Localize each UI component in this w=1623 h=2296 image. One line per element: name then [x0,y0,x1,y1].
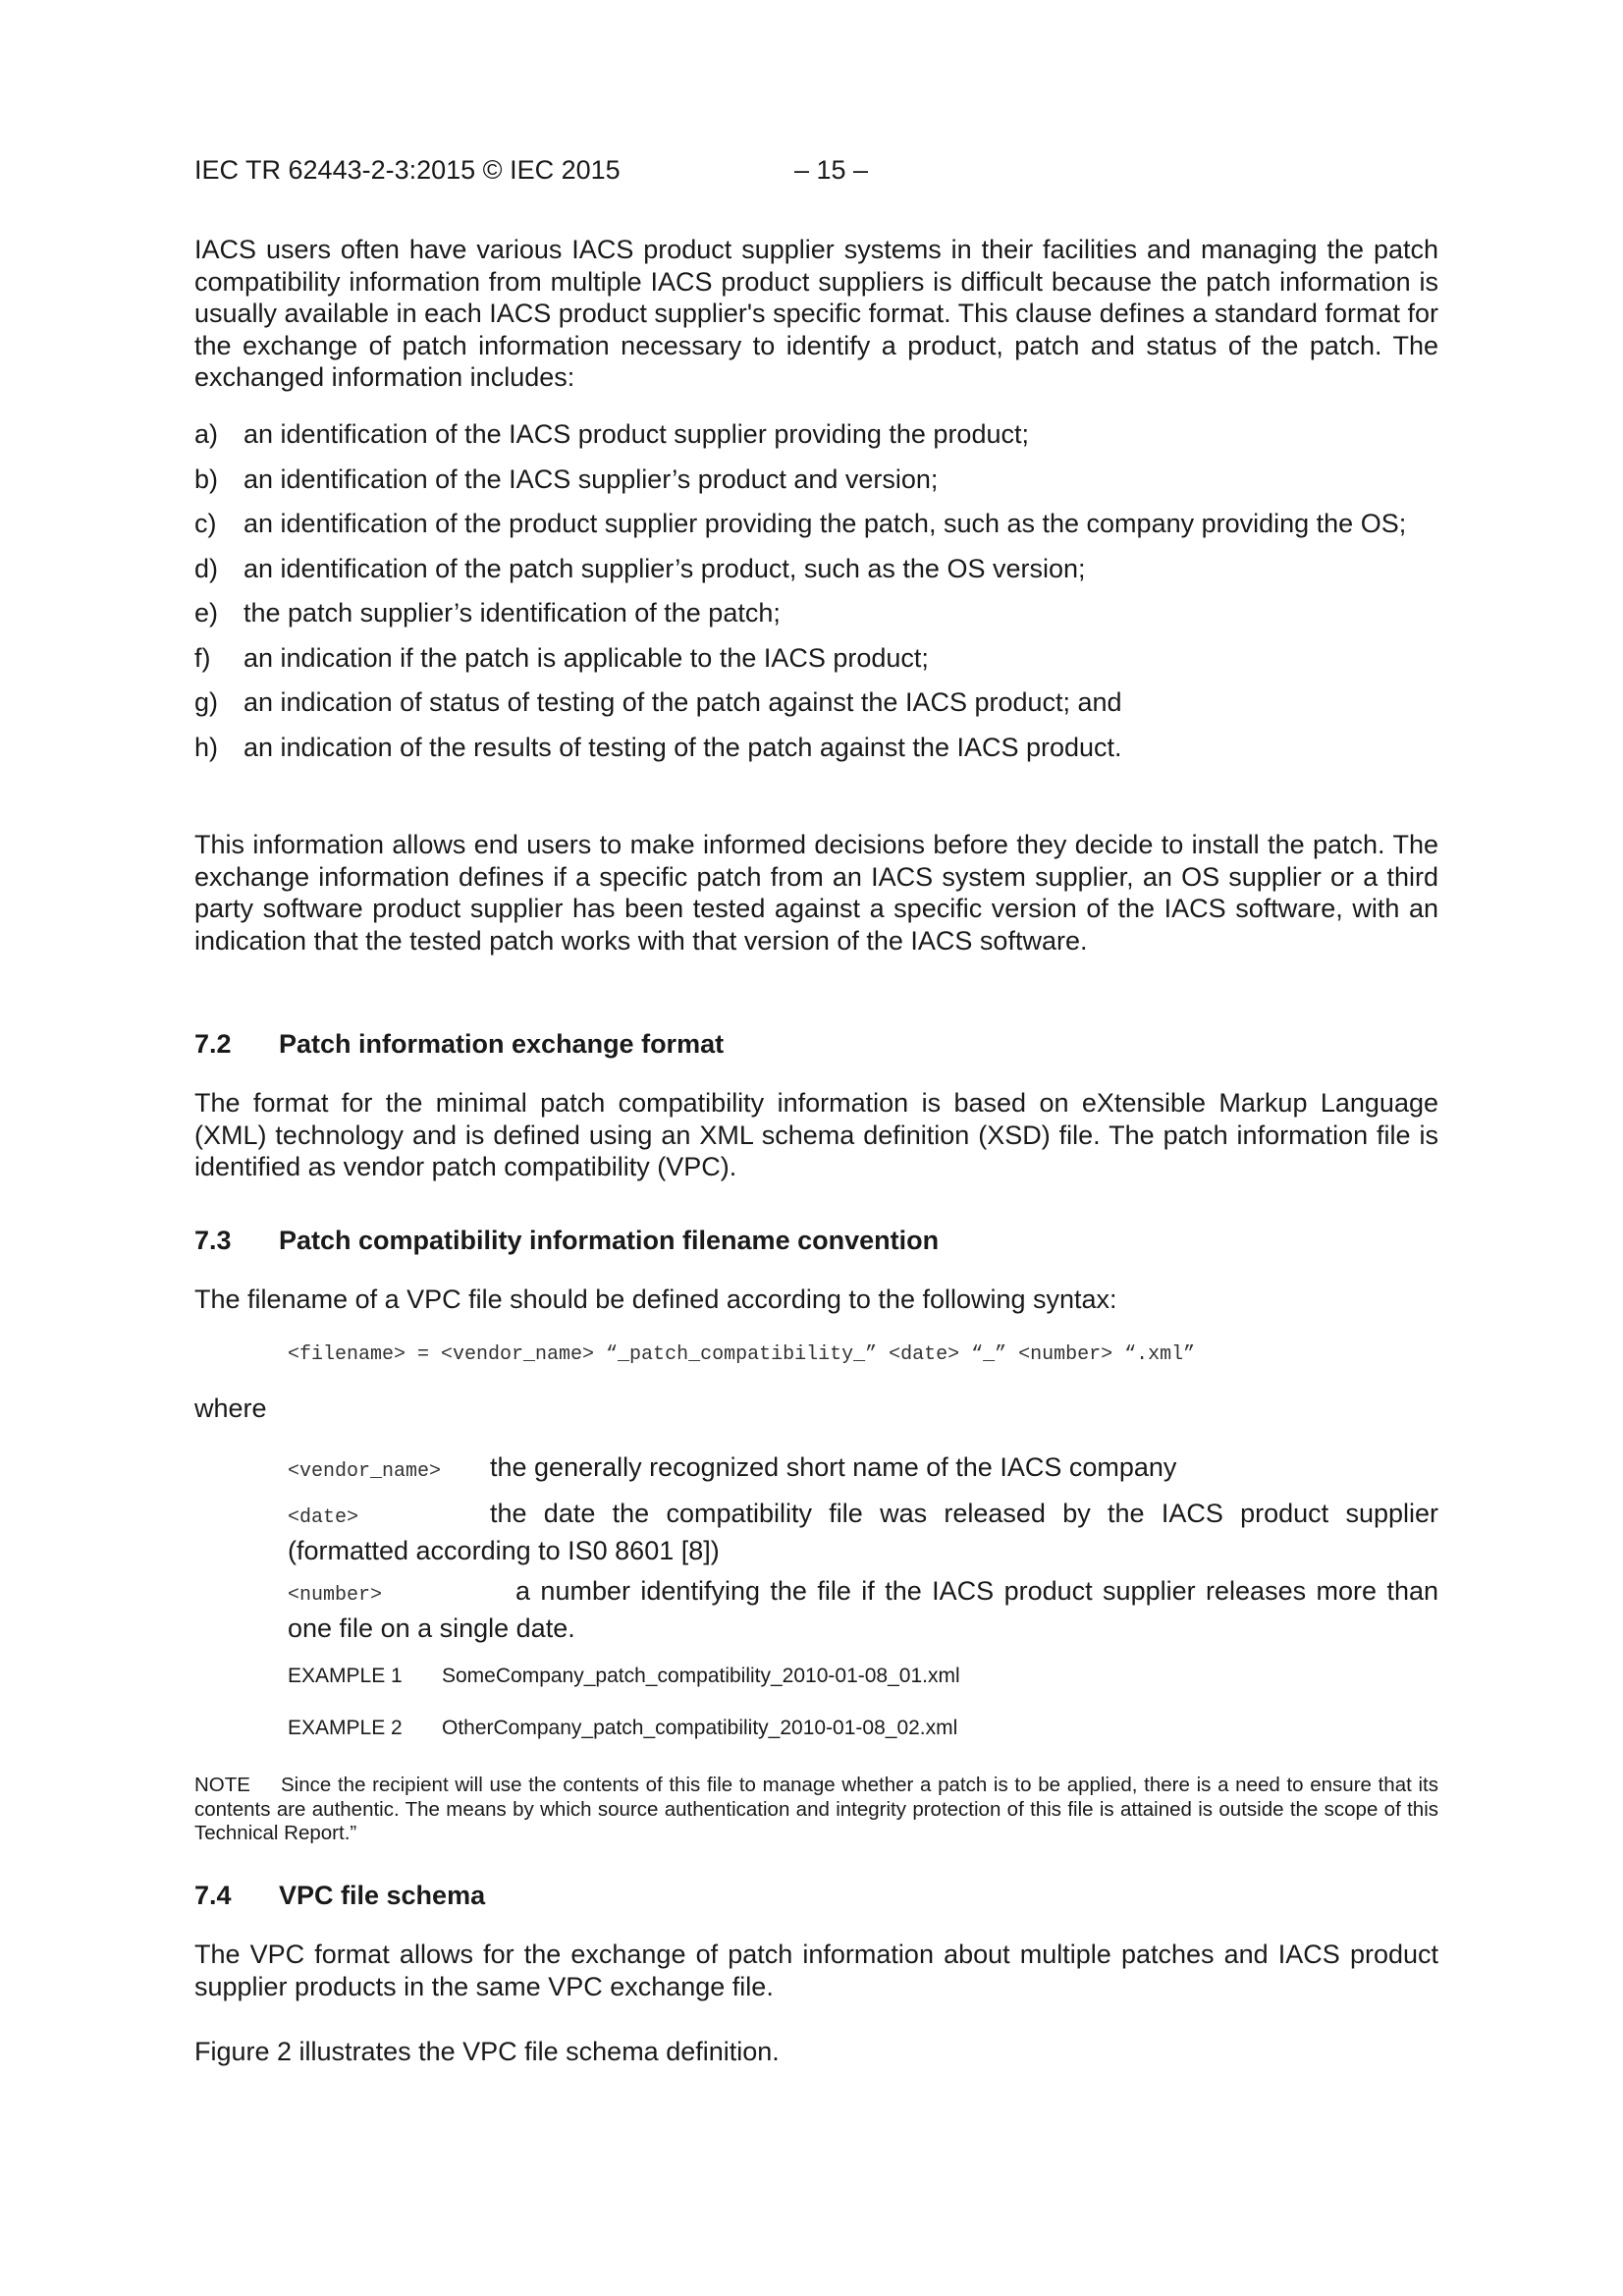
definition-term: <vendor_name> [288,1460,442,1483]
section-7-3-heading [194,1226,1438,1256]
list-item-text: an identification of the IACS supplier’s product and version; [243,464,939,494]
section-title: Patch information exchange format [279,1029,725,1059]
list-item-text: an identification of the product supplier providing the patch, such as the company providing the OS; [243,509,1407,538]
list-item-label: h) [194,732,219,762]
section-7-2-body [194,1087,1438,1183]
document-reference: IEC TR 62443-2-3:2015 © IEC 2015 [194,155,621,185]
list-item-label: a) [194,419,219,449]
note-text: Since the recipient will use the contents of this file to manage whether a patch is to be applied, there is a need to ensure that its contents are authentic. The means by which source authentication and integrity protection of this file is attained is outside the scope of this Technical Report.” [194,1774,1438,1844]
section-number: 7.3 [194,1226,232,1255]
after-list-paragraph: This information allows end users to make informed decisions before they decide to install the patch. The exchange information defines if a specific patch from an IACS system supplier, an OS supplier or a third party software product supplier has been tested against a specific version of the IACS software, with an indication that the tested patch works with that version of the IACS software. [194,830,1438,956]
list-item-label: c) [194,509,217,538]
example-label: EXAMPLE 2 [288,1717,403,1739]
note-label: NOTE [194,1774,250,1796]
figure-reference: Figure 2 illustrates the VPC file schema definition. [194,2037,780,2066]
list-item [194,418,1438,451]
list-item-text: an indication of the results of testing of the patch against the IACS product. [243,732,1122,762]
list-item-text: an indication of status of testing of the patch against the IACS product; and [243,687,1122,717]
section-title: VPC file schema [279,1881,486,1910]
definition-text: the date the compatibility file was released by the IACS product supplier (formatted according to IS0 8601 [8]) [288,1499,1438,1565]
section-7-2-heading [194,1029,1438,1060]
example-2 [288,1717,957,1740]
example-label: EXAMPLE 1 [288,1665,403,1687]
example-1 [288,1665,960,1688]
definition-vendor-name [288,1451,1438,1489]
list-item-label: d) [194,553,219,583]
list-item [194,642,1438,675]
list-item-text: an indication if the patch is applicable to the IACS product; [243,642,929,673]
list-item-text: an identification of the IACS product supplier providing the product; [243,419,1029,449]
section-paragraph: The filename of a VPC file should be defined according to the following syntax: [194,1285,1117,1314]
list-item-label: f) [194,642,211,673]
section-number: 7.2 [194,1029,232,1059]
definition-number [288,1575,1438,1644]
list-item-label: g) [194,687,219,717]
definition-term: <number> [288,1584,383,1607]
section-paragraph: The format for the minimal patch compatibility information is based on eXtensible Markup Language (XML) technology and is defined using an XML schema definition (XSD) file. The patch information file is identified as vendor patch compatibility (VPC). [194,1088,1438,1181]
list-item [194,732,1438,764]
running-header [194,155,869,186]
where-label: where [194,1394,267,1423]
list-item [194,464,1438,496]
section-heading [194,1881,1438,1911]
section-number: 7.4 [194,1881,232,1910]
intro-paragraph: IACS users often have various IACS product supplier systems in their facilities and managing the patch compatibility information from multiple IACS product suppliers is difficult because the patch information is usually available in each IACS product supplier's specific format. This clause defines a standard format for the exchange of patch information necessary to identify a product, patch and status of the patch. The exchanged information includes: [194,235,1438,392]
section-7-3-body [194,1284,1438,1316]
note-block [194,1774,1438,1846]
list-item-text: the patch supplier’s identification of the patch; [243,598,781,628]
list-item-text: an identification of the patch supplier’s product, such as the OS version; [243,553,1086,583]
example-text: SomeCompany_patch_compatibility_2010-01-08_01.xml [442,1665,960,1687]
section-heading [194,1029,1438,1060]
after-list-section [194,829,1438,957]
definition-text: a number identifying the file if the IACS product supplier releases more than one file on a single date. [288,1576,1438,1643]
list-item [194,553,1438,585]
info-list [194,418,1438,763]
definition-term: <date> [288,1506,359,1529]
section-7-4-heading [194,1881,1438,1911]
section-7-4-body [194,1939,1438,2002]
list-item [194,508,1438,540]
where-label-block [194,1393,1438,1425]
definition-text: the generally recognized short name of the IACS company [490,1452,1177,1482]
figure-reference-block [194,2036,1438,2068]
list-item [194,597,1438,629]
list-item-label: b) [194,464,219,494]
info-list-section [194,418,1438,776]
filename-syntax: <filename> = <vendor_name> “_patch_compatibility_” <date> “_” <number> “.xml” [288,1343,1196,1366]
definition-date [288,1498,1438,1566]
list-item-label: e) [194,598,219,628]
section-title: Patch compatibility information filename convention [279,1226,940,1255]
intro-section [194,234,1438,394]
page-number: – 15 – [794,155,869,185]
example-text: OtherCompany_patch_compatibility_2010-01-08_02.xml [442,1717,958,1739]
list-item [194,686,1438,719]
section-heading [194,1226,1438,1256]
section-paragraph: The VPC format allows for the exchange of patch information about multiple patches and IACS product supplier products in the same VPC exchange file. [194,1940,1438,2001]
